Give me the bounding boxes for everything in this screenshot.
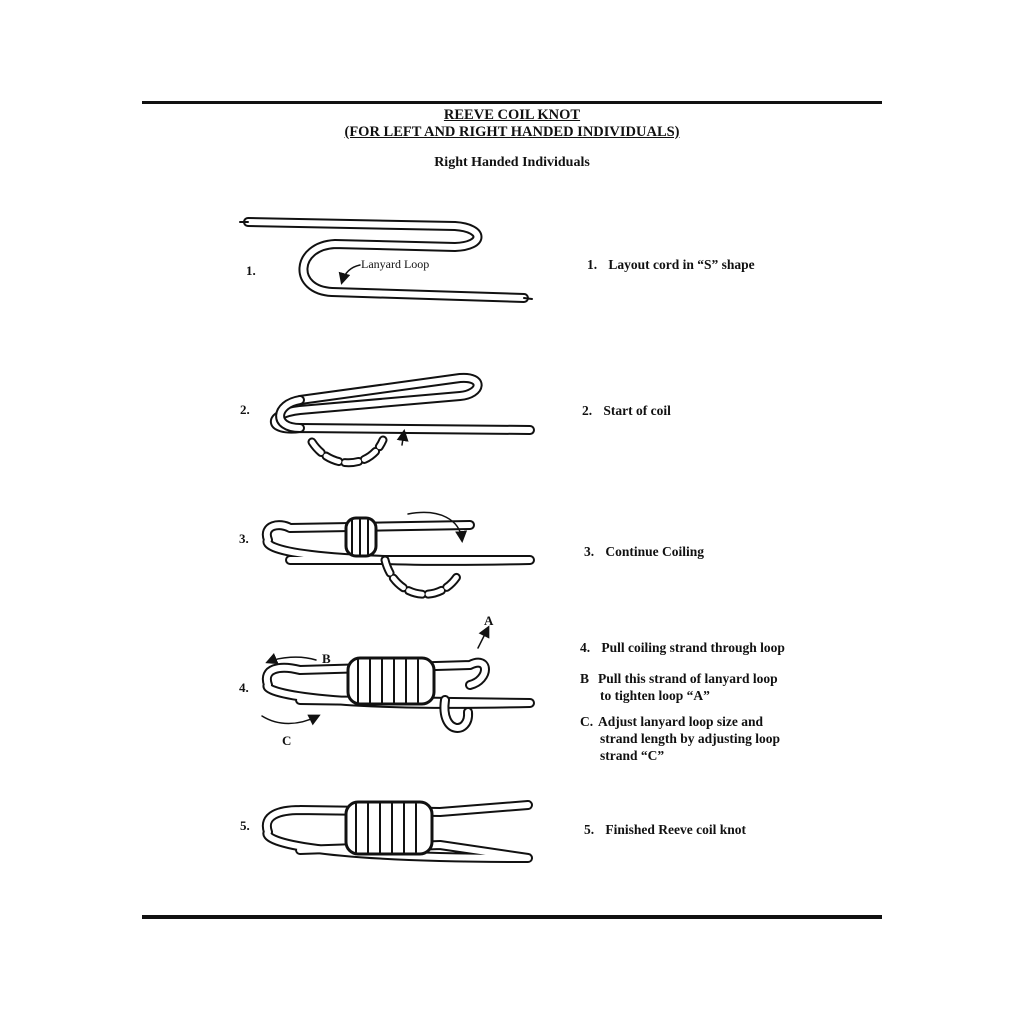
- step-5-number: 5.: [240, 818, 250, 833]
- step-1-diagram: [240, 222, 532, 299]
- note-b-number: B: [580, 671, 590, 686]
- step-2-diagram: [275, 378, 530, 463]
- lanyard-loop-pointer: [342, 265, 360, 282]
- step-4-number: 4.: [239, 680, 249, 695]
- step-2-desc-text: Start of coil: [603, 403, 671, 418]
- step-5-diagram: [267, 802, 528, 858]
- step-5-desc-text: Finished Reeve coil knot: [605, 822, 746, 837]
- note-c-line2: strand length by adjusting loop: [600, 731, 781, 746]
- note-b-line2: to tighten loop “A”: [600, 688, 710, 703]
- step-1-desc-number: 1.: [587, 257, 598, 272]
- note-b-line1: Pull this strand of lanyard loop: [598, 671, 778, 686]
- label-c: C: [282, 733, 292, 748]
- label-a: A: [484, 613, 494, 628]
- step-2-desc-number: 2.: [582, 403, 593, 418]
- step-1-desc-text: Layout cord in “S” shape: [608, 257, 755, 272]
- step-3-desc-number: 3.: [584, 544, 595, 559]
- section-heading: Right Handed Individuals: [434, 155, 590, 170]
- step-4-diagram: [262, 613, 530, 748]
- note-c-line3: strand “C”: [600, 748, 665, 763]
- note-c-line1: Adjust lanyard loop size and: [598, 714, 764, 729]
- step-1-number: 1.: [246, 263, 256, 278]
- lanyard-loop-label: Lanyard Loop: [361, 257, 430, 271]
- step-5-desc-number: 5.: [584, 822, 595, 837]
- step-4-desc-text: Pull coiling strand through loop: [601, 640, 785, 655]
- step-4-desc-number: 4.: [580, 640, 591, 655]
- step-3-desc-text: Continue Coiling: [605, 544, 705, 559]
- step-3-diagram: [267, 512, 530, 594]
- page-title: REEVE COIL KNOT: [443, 107, 581, 123]
- page-subtitle-hands: (FOR LEFT AND RIGHT HANDED INDIVIDUALS): [344, 124, 680, 140]
- label-b: B: [322, 651, 331, 666]
- note-c-number: C.: [580, 714, 594, 729]
- step-3-number: 3.: [239, 531, 249, 546]
- step-2-number: 2.: [240, 402, 250, 417]
- bottom-rule: [142, 915, 882, 919]
